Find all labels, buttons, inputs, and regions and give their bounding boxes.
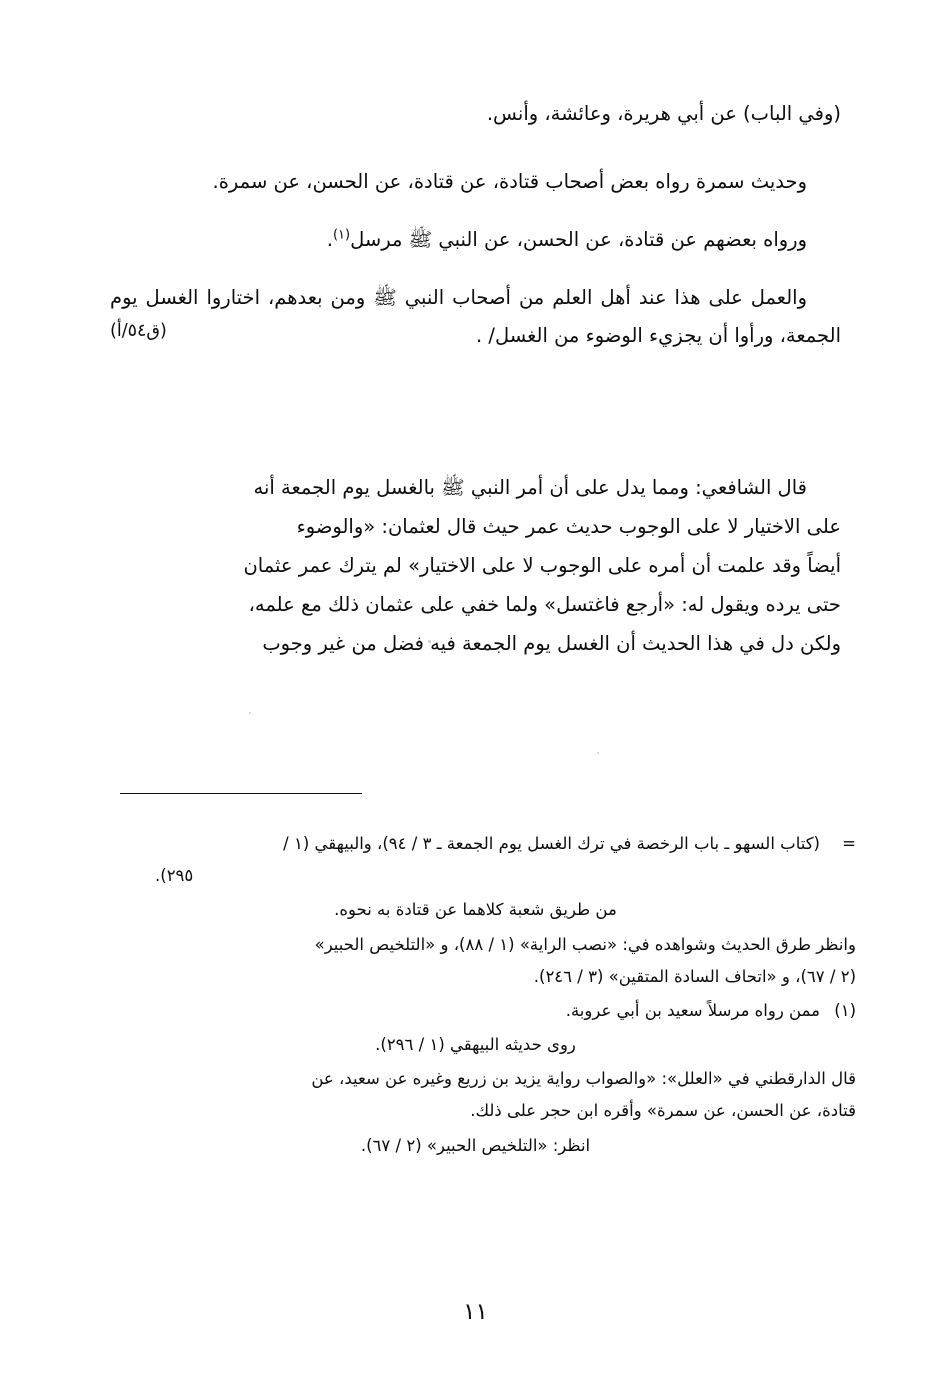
folio-marker: (ق٥٤/أ) <box>110 321 167 342</box>
paper-speck <box>597 752 599 754</box>
footnote-sources-line-2: (٢ / ٦٧)، و «اتحاف السادة المتقين» (٣ / ٢٤٦). <box>533 966 856 986</box>
shafii-line-3: أيضاً وقد علمت أن أمره على الوجوب لا على الاختيار» لم يترك عمر عثمان <box>243 554 841 577</box>
paragraph-rawahu-badhuhum: ورواه بعضهم عن قتادة، عن الحسن، عن النبي ﷺ مرسل$^{(١)}$. <box>326 227 807 252</box>
paper-speck <box>249 712 251 714</box>
footnote-marker-continuation: = <box>842 834 856 853</box>
shafii-line-4: حتى يرده ويقول له: «أرجع فاغتسل» ولما خفي على عثمان ذلك مع علمه، <box>248 593 841 616</box>
footnote-continuation-line-2: ٢٩٥). <box>155 866 194 886</box>
footnote-marker-1: (١) <box>834 1000 856 1020</box>
main-text-block <box>110 95 841 375</box>
footnote-sources <box>95 929 856 993</box>
shafii-line-1: قال الشافعي: ومما يدل على أن أمر النبي ﷺ بالغسل يوم الجمعة أنه <box>253 476 807 499</box>
shafii-line-2: على الاختيار لا على الوجوب حديث عمر حيث قال لعثمان: «والوضوء <box>296 515 841 538</box>
paragraph-fi-al-bab: (وفي الباب) عن أبي هريرة، وعائشة، وأنس. <box>486 102 841 125</box>
paragraph-amal-wrapper <box>110 279 841 355</box>
footnote-1-line-1: ممن رواه مرسلاً سعيد بن أبي عروبة. <box>565 1000 820 1020</box>
footnote-talkhis-line: انظر: «التلخيص الحبير» (٢ / ٦٧). <box>360 1135 591 1155</box>
footnote-continuation-line-1: (كتاب السهو ـ باب الرخصة في ترك الغسل يوم الجمعة ـ ٣ / ٩٤)، والبيهقي (١ / <box>283 834 820 853</box>
paragraph-rawahu-badhuhum-text: ورواه بعضهم عن قتادة، عن الحسن، عن النبي ﷺ مرسل <box>350 228 807 252</box>
footnote-bayhaqi-line: روى حديثه البيهقي (١ / ٢٩٦). <box>375 1035 576 1055</box>
shafii-line-5: ولكن دل في هذا الحديث أن الغسل يوم الجمعة فيه فضل من غير وجوب <box>262 632 841 655</box>
footnote-daraqutni <box>95 1063 856 1127</box>
footnote-daraqutni-line-1: قال الدارقطني في «العلل»: «والصواب رواية يزيد بن زريع وغيره عن سعيد، عن <box>311 1069 856 1089</box>
footnote-daraqutni-line-2: قتادة، عن الحسن، عن سمرة» وأقره ابن حجر على ذلك. <box>470 1101 856 1121</box>
page-number: ١١ <box>463 1299 488 1325</box>
paragraph-wal-amal: والعمل على هذا عند أهل العلم من أصحاب النبي ﷺ ومن بعدهم، اختاروا الغسل يوم الجمعة، ورأوا أن يجزيء الوضوء من الغسل/ . <box>110 286 841 348</box>
footnote-1 <box>95 995 856 1027</box>
footnotes-block <box>95 828 856 1164</box>
footnote-sources-line-1: وانظر طرق الحديث وشواهده في: «نصب الراية» (١ / ٨٨)، و «التلخيص الحبير» <box>314 934 856 954</box>
shafii-quotation-block <box>110 468 841 663</box>
footnote-separator <box>120 793 362 794</box>
paragraph-hadith-samura: وحديث سمرة رواه بعض أصحاب قتادة، عن قتادة، عن الحسن، عن سمرة. <box>212 170 807 194</box>
footnote-continuation <box>95 828 856 892</box>
footnote-reference-1: (١) <box>332 227 351 243</box>
footnote-shuba-line: من طريق شعبة كلاهما عن قتادة به نحوه. <box>334 900 617 920</box>
